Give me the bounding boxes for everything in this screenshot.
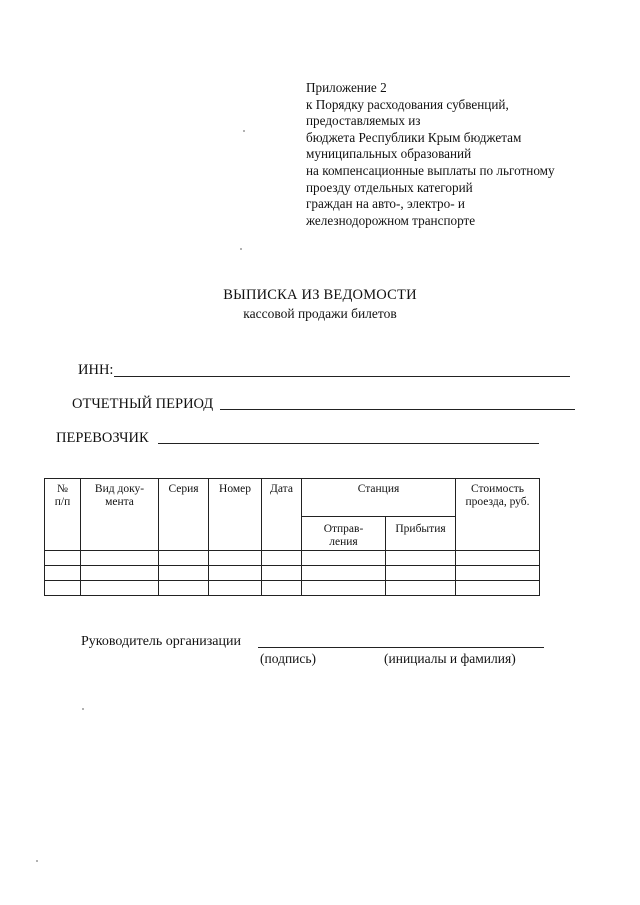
header-text: Отправ- xyxy=(323,523,364,535)
table-cell[interactable] xyxy=(262,551,302,566)
table-cell[interactable] xyxy=(159,551,209,566)
col-header-station: Станция xyxy=(302,479,456,517)
period-label: ОТЧЕТНЫЙ ПЕРИОД xyxy=(72,396,214,412)
col-header-number: Номер xyxy=(209,479,262,551)
scan-speck xyxy=(36,860,38,862)
header-text: ления xyxy=(329,536,358,548)
name-hint: (инициалы и фамилия) xyxy=(384,651,516,666)
table-cell[interactable] xyxy=(386,551,456,566)
table-cell[interactable] xyxy=(45,551,81,566)
inn-field[interactable] xyxy=(114,376,570,377)
table-cell[interactable] xyxy=(209,551,262,566)
appendix-line: муниципальных образований xyxy=(306,146,472,162)
table-row xyxy=(45,581,540,596)
header-text: проезда, руб. xyxy=(465,496,530,508)
col-header-cost xyxy=(456,479,540,551)
table-cell[interactable] xyxy=(456,566,540,581)
header-text: мента xyxy=(105,496,134,508)
header-text: Вид доку- xyxy=(94,483,145,495)
table-cell[interactable] xyxy=(81,566,159,581)
table-cell[interactable] xyxy=(45,566,81,581)
col-header-departure xyxy=(302,517,386,551)
col-header-doc-type xyxy=(81,479,159,551)
appendix-line: на компенсационные выплаты по льготному xyxy=(306,162,555,178)
table-cell[interactable] xyxy=(456,551,540,566)
scan-speck xyxy=(82,708,84,710)
carrier-label: ПЕРЕВОЗЧИК xyxy=(56,430,149,446)
appendix-line: граждан на авто-, электро- и xyxy=(306,196,465,212)
table-cell[interactable] xyxy=(456,581,540,596)
table-cell[interactable] xyxy=(386,566,456,581)
col-header-arrival: Прибытия xyxy=(386,517,456,551)
appendix-line: бюджета Республики Крым бюджетам xyxy=(306,129,522,145)
table-cell[interactable] xyxy=(209,581,262,596)
signature-label: Руководитель организации xyxy=(81,634,241,649)
table-cell[interactable] xyxy=(209,566,262,581)
appendix-line: предоставляемых из xyxy=(306,113,421,129)
carrier-field[interactable] xyxy=(158,443,539,444)
table-row xyxy=(45,566,540,581)
table-row xyxy=(45,551,540,566)
signature-hint: (подпись) xyxy=(260,651,317,666)
table-cell[interactable] xyxy=(81,551,159,566)
appendix-note xyxy=(306,80,606,229)
period-field[interactable] xyxy=(220,409,575,410)
table-cell[interactable] xyxy=(262,581,302,596)
document-subtitle: кассовой продажи билетов xyxy=(243,306,397,321)
table-cell[interactable] xyxy=(386,581,456,596)
table-cell[interactable] xyxy=(159,566,209,581)
table-cell[interactable] xyxy=(302,581,386,596)
col-header-date: Дата xyxy=(262,479,302,551)
header-text: № xyxy=(57,483,68,495)
table-cell[interactable] xyxy=(81,581,159,596)
inn-label: ИНН: xyxy=(78,362,114,378)
col-header-num xyxy=(45,479,81,551)
header-text: Стоимость xyxy=(471,483,525,495)
appendix-line: проезду отдельных категорий xyxy=(306,179,473,195)
table-cell[interactable] xyxy=(302,566,386,581)
table-cell[interactable] xyxy=(262,566,302,581)
tickets-table xyxy=(44,478,540,596)
table-cell[interactable] xyxy=(302,551,386,566)
table-cell[interactable] xyxy=(45,581,81,596)
scan-speck xyxy=(243,130,245,132)
document-title: ВЫПИСКА ИЗ ВЕДОМОСТИ xyxy=(223,287,417,303)
col-header-series: Серия xyxy=(159,479,209,551)
signature-field[interactable] xyxy=(258,647,544,648)
table-cell[interactable] xyxy=(159,581,209,596)
header-text: п/п xyxy=(54,496,71,508)
appendix-line: железнодорожном транспорте xyxy=(306,212,476,228)
scan-speck xyxy=(240,248,242,250)
appendix-line: Приложение 2 xyxy=(306,80,387,95)
appendix-line: к Порядку расходования субвенций, xyxy=(306,96,509,112)
